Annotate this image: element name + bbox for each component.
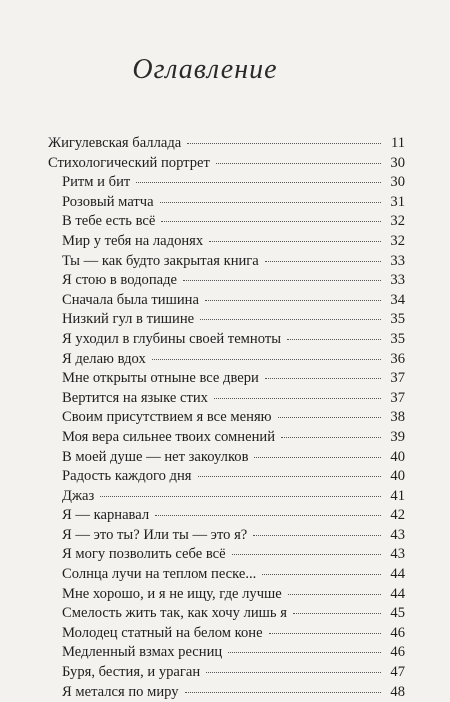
toc-entry xyxy=(48,545,405,565)
toc-entry xyxy=(48,604,405,624)
dot-leader xyxy=(288,594,381,595)
toc-entry xyxy=(48,408,405,428)
dot-leader xyxy=(253,535,381,536)
toc-page-number: 44 xyxy=(390,566,405,583)
toc-entry-title: Своим присутствием я все меняю xyxy=(62,409,272,426)
toc-entry-title: В моей душе — нет закоулков xyxy=(62,448,249,465)
toc-page-number: 35 xyxy=(390,311,405,328)
toc-entry xyxy=(48,585,405,605)
toc-entry-title: Ритм и бит xyxy=(62,174,131,191)
toc-entry-title: Я — карнавал xyxy=(62,507,150,524)
toc-page-number: 32 xyxy=(390,232,405,249)
dot-leader xyxy=(160,202,381,203)
page-title: Оглавление xyxy=(132,54,278,85)
dot-leader xyxy=(136,182,381,183)
toc-entry xyxy=(48,212,405,232)
toc-entry xyxy=(48,252,405,272)
toc-entry xyxy=(48,369,405,389)
toc-entry-title: Мир у тебя на ладонях xyxy=(62,232,204,249)
toc-entry xyxy=(48,624,405,644)
dot-leader xyxy=(209,241,381,242)
toc-page-number: 33 xyxy=(390,272,405,289)
toc-entry xyxy=(48,487,405,507)
toc-entry-title: Мне хорошо, и я не ищу, где лучше xyxy=(62,585,282,602)
toc-page-number: 47 xyxy=(390,664,405,681)
dot-leader xyxy=(152,359,381,360)
dot-leader xyxy=(232,554,381,555)
toc-page-number: 46 xyxy=(390,624,405,641)
toc-entry-title: Солнца лучи на теплом песке... xyxy=(62,566,257,583)
dot-leader xyxy=(185,692,381,693)
toc-entry xyxy=(48,193,405,213)
toc-page-number: 41 xyxy=(390,487,405,504)
toc-entry-title: Медленный взмах ресниц xyxy=(62,644,223,661)
dot-leader xyxy=(214,398,381,399)
toc-page-number: 40 xyxy=(390,468,405,485)
dot-leader xyxy=(228,652,381,653)
toc-entry xyxy=(48,310,405,330)
toc-entry-title: Розовый матча xyxy=(62,193,154,210)
toc-entry-title: Я метался по миру xyxy=(62,683,179,700)
toc-page-number: 32 xyxy=(390,213,405,230)
dot-leader xyxy=(269,633,381,634)
dot-leader xyxy=(281,437,381,438)
toc-page-number: 33 xyxy=(390,252,405,269)
toc-entry-title: Смелость жить так, как хочу лишь я xyxy=(62,605,287,622)
dot-leader xyxy=(265,378,381,379)
toc-entry-title: Джаз xyxy=(62,487,95,504)
toc-page-number: 46 xyxy=(390,644,405,661)
toc-entry xyxy=(48,154,405,174)
toc-entry xyxy=(48,232,405,252)
toc-page-number: 36 xyxy=(390,350,405,367)
dot-leader xyxy=(183,280,381,281)
toc-entry-title: Молодец статный на белом коне xyxy=(62,624,263,641)
toc-entry-title: Вертится на языке стих xyxy=(62,389,208,406)
toc-entry-title: Я уходил в глубины своей темноты xyxy=(62,330,281,347)
dot-leader xyxy=(200,319,381,320)
toc-entry xyxy=(48,291,405,311)
dot-leader xyxy=(155,515,381,516)
toc-entry xyxy=(48,330,405,350)
toc-page-number: 43 xyxy=(390,526,405,543)
toc-page-number: 30 xyxy=(390,154,405,171)
toc-page-number: 37 xyxy=(390,370,405,387)
toc-entry xyxy=(48,173,405,193)
toc-entry xyxy=(48,428,405,448)
dot-leader xyxy=(265,261,381,262)
toc-entry xyxy=(48,565,405,585)
toc-page-number: 37 xyxy=(390,389,405,406)
dot-leader xyxy=(293,613,381,614)
toc-page-number: 11 xyxy=(390,135,405,151)
toc-entry xyxy=(48,467,405,487)
dot-leader xyxy=(100,496,381,497)
toc-entry-title: В тебе есть всё xyxy=(62,213,156,230)
toc-page-number: 44 xyxy=(390,585,405,602)
dot-leader xyxy=(254,457,381,458)
toc-entry xyxy=(48,389,405,409)
toc-page-number: 35 xyxy=(390,330,405,347)
toc-entry-title: Я могу позволить себе всё xyxy=(62,546,226,563)
toc-entry-title: Моя вера сильнее твоих сомнений xyxy=(62,428,276,445)
toc-page-number: 42 xyxy=(390,507,405,524)
toc-page-number: 30 xyxy=(390,174,405,191)
toc-entry-title: Жигулевская баллада xyxy=(48,135,182,151)
toc-entry-title: Радость каждого дня xyxy=(62,468,192,485)
dot-leader xyxy=(205,300,381,301)
toc-entry xyxy=(48,448,405,468)
toc-entry xyxy=(48,643,405,663)
dot-leader xyxy=(161,221,381,222)
toc-entry-title: Мне открыты отныне все двери xyxy=(62,370,259,387)
toc-page-number: 45 xyxy=(390,605,405,622)
dot-leader xyxy=(187,143,381,144)
toc-page-number: 38 xyxy=(390,409,405,426)
toc-page-number: 43 xyxy=(390,546,405,563)
toc-entry-title: Низкий гул в тишине xyxy=(62,311,195,328)
toc-entry xyxy=(48,663,405,683)
toc-entry-title: Я делаю вдох xyxy=(62,350,146,367)
toc-page-number: 31 xyxy=(390,193,405,210)
dot-leader xyxy=(198,476,381,477)
toc-entry xyxy=(48,506,405,526)
toc-page-number: 48 xyxy=(390,683,405,700)
dot-leader xyxy=(262,574,381,575)
toc-entry-title: Сначала была тишина xyxy=(62,291,199,308)
toc-entry-title: Я — это ты? Или ты — это я? xyxy=(62,526,248,543)
toc-entry-title: Стихологический портрет xyxy=(48,154,210,171)
toc-page-number: 34 xyxy=(390,291,405,308)
toc-page-number: 40 xyxy=(390,448,405,465)
toc-page-number: 39 xyxy=(390,428,405,445)
dot-leader xyxy=(216,163,381,164)
toc-entry xyxy=(48,683,405,702)
table-of-contents xyxy=(48,134,405,702)
toc-entry xyxy=(48,350,405,370)
dot-leader xyxy=(278,417,381,418)
dot-leader xyxy=(287,339,381,340)
toc-entry xyxy=(48,271,405,291)
toc-entry-title: Ты — как будто закрытая книга xyxy=(62,252,259,269)
dot-leader xyxy=(206,672,381,673)
toc-entry-title: Я стою в водопаде xyxy=(62,272,178,289)
toc-entry xyxy=(48,134,405,154)
toc-entry-title: Буря, бестия, и ураган xyxy=(62,664,201,681)
toc-entry xyxy=(48,526,405,546)
